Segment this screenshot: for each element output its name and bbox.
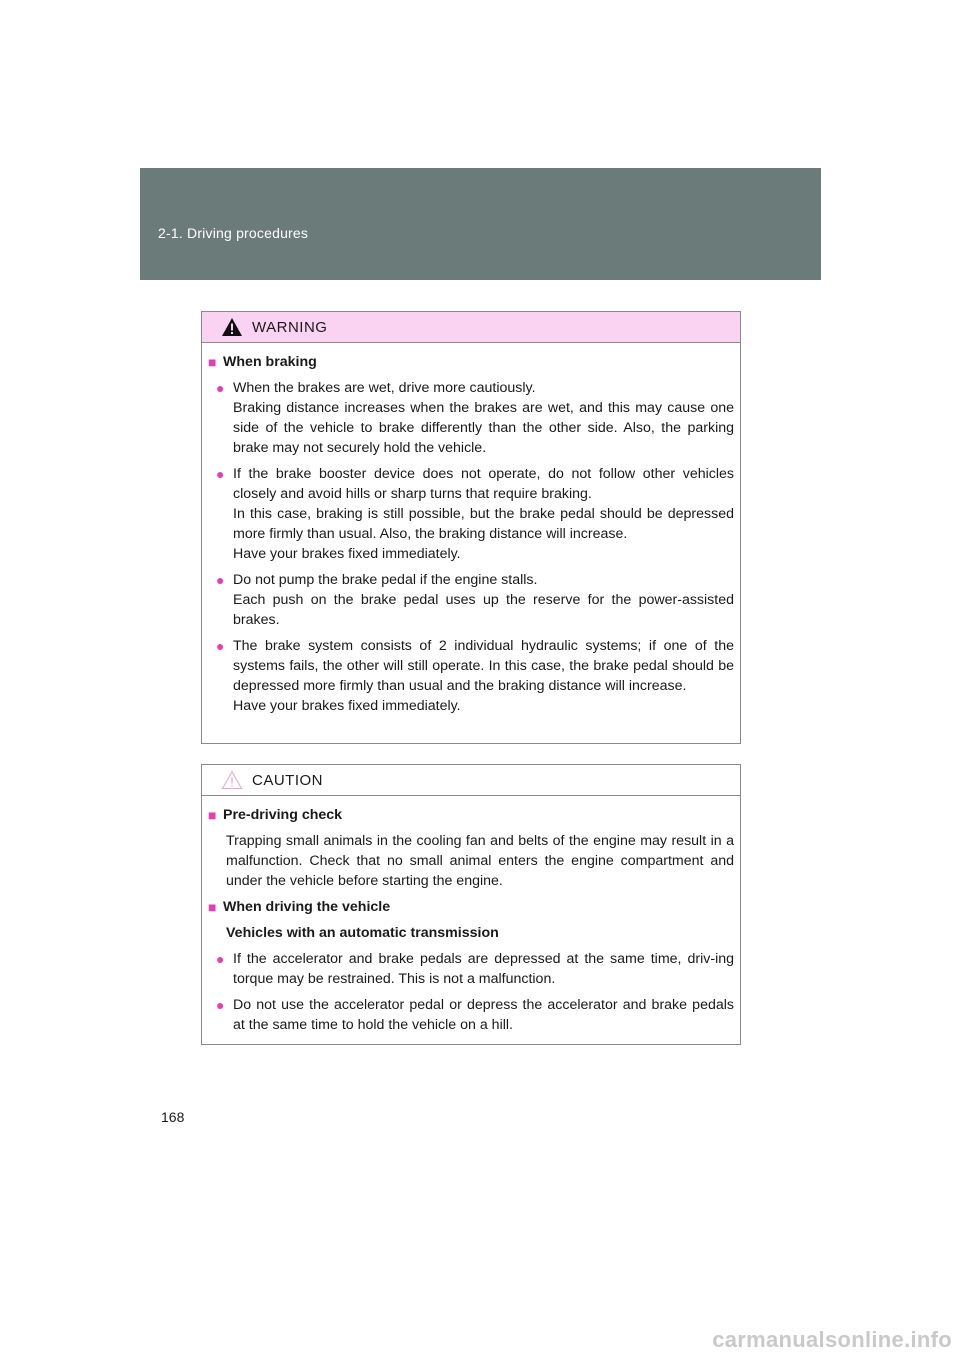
item-text: In this case, braking is still possible, but the brake pedal should be depressed more firmly than usual. Also, the braking distance will increase. xyxy=(233,506,734,542)
list-item xyxy=(208,570,734,630)
caution-heading-text: Pre-driving check xyxy=(223,807,343,823)
watermark: carmanualsonline.info xyxy=(712,1327,952,1352)
list-item xyxy=(208,636,734,716)
square-bullet-icon: ■ xyxy=(208,354,217,370)
warning-heading-text: When braking xyxy=(223,354,317,370)
item-text: Have your brakes fixed immediately. xyxy=(233,546,461,562)
page-number: 168 xyxy=(161,1109,185,1125)
list-item xyxy=(208,464,734,564)
caution-heading xyxy=(208,805,734,825)
item-text: If the brake booster device does not operate, do not follow other vehicles closely and avoid hills or sharp turns that require braking. xyxy=(233,466,734,502)
circle-bullet-icon: ● xyxy=(216,638,225,654)
item-text: Braking distance increases when the brakes are wet, and this may cause one side of the vehicle to brake differently than the other side. Also, the parking brake may not securely hold the vehicle. xyxy=(233,400,734,456)
circle-bullet-icon: ● xyxy=(216,466,225,482)
circle-bullet-icon: ● xyxy=(216,380,225,396)
item-text: Each push on the brake pedal uses up the reserve for the power-assisted brakes. xyxy=(233,592,734,628)
caution-box xyxy=(201,764,741,1045)
square-bullet-icon: ■ xyxy=(208,807,217,823)
item-text: When the brakes are wet, drive more cautiously. xyxy=(233,380,536,396)
item-text: Do not pump the brake pedal if the engine stalls. xyxy=(233,572,538,588)
caution-paragraph xyxy=(208,831,734,891)
circle-bullet-icon: ● xyxy=(216,997,225,1013)
warning-content xyxy=(202,343,740,716)
item-text: The brake system consists of 2 individual hydraulic systems; if one of the systems fails, the other will still operate. In this case, the brake pedal should be depressed more firmly than usual and the braking distance will increase. xyxy=(233,638,734,694)
warning-filled-icon xyxy=(221,317,243,337)
section-title: 2-1. Driving procedures xyxy=(158,225,309,241)
warning-box xyxy=(201,311,741,744)
caution-heading xyxy=(208,897,734,917)
caution-title-bar xyxy=(202,765,740,796)
circle-bullet-icon: ● xyxy=(216,572,225,588)
caution-title: CAUTION xyxy=(252,772,323,789)
item-text: If the accelerator and brake pedals are depressed at the same time, driv-ing torque may be restrained. This is not a malfunction. xyxy=(233,951,734,987)
square-bullet-icon: ■ xyxy=(208,899,217,915)
item-text: Have your brakes fixed immediately. xyxy=(233,698,461,714)
caution-subheading: Vehicles with an automatic transmission xyxy=(226,925,499,941)
list-item xyxy=(208,378,734,458)
caution-outline-icon xyxy=(221,770,243,790)
circle-bullet-icon: ● xyxy=(216,951,225,967)
caution-content xyxy=(202,796,740,1035)
paragraph-text: Trapping small animals in the cooling fan and belts of the engine may result in a malfunction. Check that no small animal enters the engine compartment and under the vehicle before starting the engine. xyxy=(226,833,734,889)
item-text: Do not use the accelerator pedal or depress the accelerator and brake pedals at the same time to hold the vehicle on a hill. xyxy=(233,997,734,1033)
caution-heading-text: When driving the vehicle xyxy=(223,899,391,915)
warning-title: WARNING xyxy=(252,319,328,336)
list-item xyxy=(208,949,734,989)
list-item xyxy=(208,995,734,1035)
warning-title-bar xyxy=(202,312,740,343)
warning-heading xyxy=(208,352,734,372)
page-header xyxy=(140,168,821,280)
